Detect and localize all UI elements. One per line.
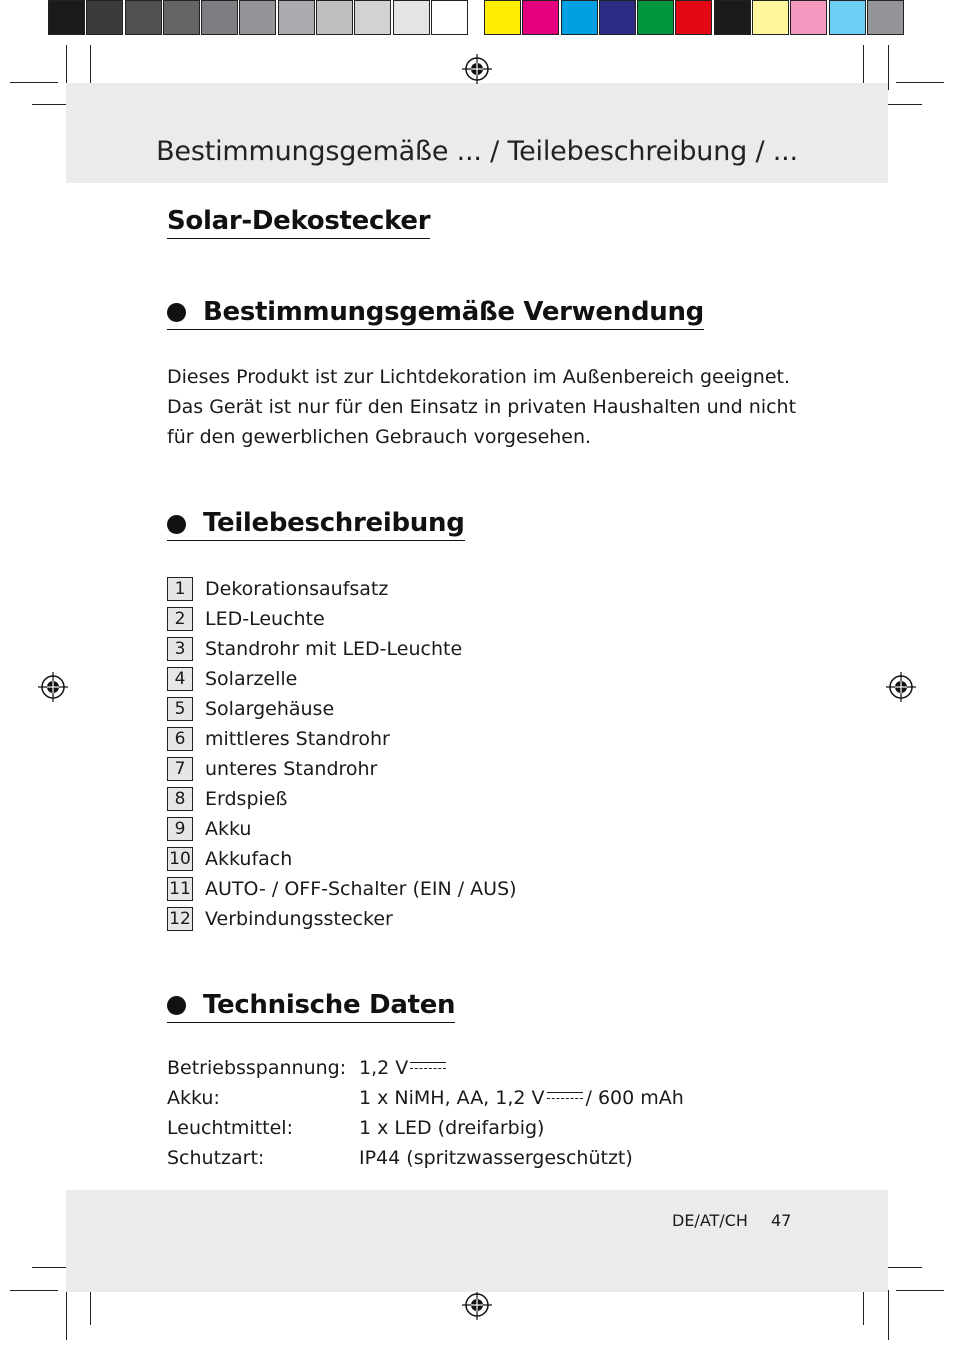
part-item xyxy=(167,874,517,904)
calibration-swatch xyxy=(431,0,468,35)
calibration-swatch xyxy=(201,0,238,35)
product-title: Solar-Dekostecker xyxy=(167,206,430,239)
spec-value-text: 1,2 V xyxy=(359,1057,409,1079)
footer-locale: DE/AT/CH xyxy=(672,1211,748,1230)
direct-current-symbol-icon xyxy=(547,1092,583,1102)
part-item xyxy=(167,784,517,814)
part-number: 6 xyxy=(167,727,193,751)
part-item xyxy=(167,634,517,664)
section-heading-parts: Teilebeschreibung xyxy=(167,508,465,541)
usage-paragraph xyxy=(167,362,796,452)
calibration-swatch xyxy=(790,0,827,35)
calibration-swatch xyxy=(867,0,904,35)
part-number: 4 xyxy=(167,667,193,691)
footer-band xyxy=(66,1190,888,1292)
calibration-swatch xyxy=(354,0,391,35)
spec-value xyxy=(359,1147,633,1169)
parts-list xyxy=(167,574,517,934)
calibration-swatch xyxy=(239,0,276,35)
part-number: 2 xyxy=(167,607,193,631)
part-number: 1 xyxy=(167,577,193,601)
part-number: 5 xyxy=(167,697,193,721)
spec-row xyxy=(167,1083,684,1113)
crop-mark xyxy=(10,82,58,83)
crop-mark xyxy=(882,104,922,105)
part-label: Verbindungsstecker xyxy=(205,908,393,930)
section-heading-specs: Technische Daten xyxy=(167,990,455,1023)
part-number: 9 xyxy=(167,817,193,841)
spec-value-text: IP44 (spritzwassergeschützt) xyxy=(359,1147,633,1169)
calibration-swatch xyxy=(125,0,162,35)
spec-value xyxy=(359,1057,449,1079)
spec-row xyxy=(167,1113,684,1143)
calibration-swatch xyxy=(561,0,598,35)
part-label: Erdspieß xyxy=(205,788,288,810)
part-item xyxy=(167,724,517,754)
part-label: unteres Standrohr xyxy=(205,758,378,780)
spec-key: Leuchtmittel: xyxy=(167,1117,293,1139)
part-item xyxy=(167,694,517,724)
page-number: 47 xyxy=(771,1211,792,1230)
calibration-swatch xyxy=(599,0,636,35)
color-calibration-bar xyxy=(484,0,905,40)
part-number: 10 xyxy=(167,847,193,871)
calibration-swatch xyxy=(316,0,353,35)
calibration-swatch xyxy=(484,0,521,35)
registration-mark-icon xyxy=(885,671,917,703)
part-item xyxy=(167,844,517,874)
spec-value-text: 1 x NiMH, AA, 1,2 V xyxy=(359,1087,545,1109)
spec-row xyxy=(167,1143,684,1173)
calibration-swatch xyxy=(278,0,315,35)
calibration-swatch xyxy=(163,0,200,35)
crop-mark xyxy=(10,1290,58,1291)
gray-calibration-bar xyxy=(48,0,469,40)
page-header-title: Bestimmungsgemäße ... / Teilebeschreibung / ... xyxy=(156,136,798,167)
direct-current-symbol-icon xyxy=(410,1062,446,1072)
part-number: 11 xyxy=(167,877,193,901)
usage-line: Dieses Produkt ist zur Lichtdekoration im Außenbereich geeignet. xyxy=(167,366,790,388)
calibration-swatch xyxy=(86,0,123,35)
part-label: Dekorationsaufsatz xyxy=(205,578,389,600)
registration-mark-icon xyxy=(37,671,69,703)
calibration-swatch xyxy=(522,0,559,35)
part-item xyxy=(167,754,517,784)
crop-mark xyxy=(888,1290,889,1340)
part-label: mittleres Standrohr xyxy=(205,728,390,750)
registration-mark-icon xyxy=(461,1289,493,1321)
spec-value xyxy=(359,1117,544,1139)
calibration-swatch xyxy=(752,0,789,35)
part-label: AUTO- / OFF-Schalter (EIN / AUS) xyxy=(205,878,517,900)
crop-mark xyxy=(66,1290,67,1340)
section-heading-usage: Bestimmungsgemäße Verwendung xyxy=(167,297,704,330)
header-band xyxy=(66,83,888,183)
spec-value xyxy=(359,1087,684,1109)
part-item xyxy=(167,574,517,604)
part-label: Akku xyxy=(205,818,252,840)
spec-value-text: 1 x LED (dreifarbig) xyxy=(359,1117,545,1139)
part-item xyxy=(167,664,517,694)
calibration-swatch xyxy=(714,0,751,35)
part-number: 7 xyxy=(167,757,193,781)
part-label: Solarzelle xyxy=(205,668,298,690)
crop-mark xyxy=(882,1267,922,1268)
registration-mark-icon xyxy=(461,53,493,85)
spec-row xyxy=(167,1053,684,1083)
spec-key: Betriebsspannung: xyxy=(167,1057,347,1079)
calibration-swatch xyxy=(393,0,430,35)
part-item xyxy=(167,904,517,934)
crop-mark xyxy=(888,45,889,90)
spec-key: Schutzart: xyxy=(167,1147,265,1169)
spec-key: Akku: xyxy=(167,1087,220,1109)
part-label: Standrohr mit LED-Leuchte xyxy=(205,638,463,660)
usage-line: für den gewerblichen Gebrauch vorgesehen. xyxy=(167,426,592,448)
part-label: Solargehäuse xyxy=(205,698,335,720)
part-label: Akkufach xyxy=(205,848,293,870)
spec-table xyxy=(167,1053,684,1173)
calibration-swatch xyxy=(637,0,674,35)
spec-value-suffix: / 600 mAh xyxy=(585,1087,684,1109)
part-item xyxy=(167,814,517,844)
part-item xyxy=(167,604,517,634)
part-label: LED-Leuchte xyxy=(205,608,325,630)
part-number: 8 xyxy=(167,787,193,811)
part-number: 12 xyxy=(167,907,193,931)
part-number: 3 xyxy=(167,637,193,661)
usage-line: Das Gerät ist nur für den Einsatz in privaten Haushalten und nicht xyxy=(167,396,797,418)
calibration-swatch xyxy=(48,0,85,35)
calibration-swatch xyxy=(675,0,712,35)
calibration-swatch xyxy=(829,0,866,35)
crop-mark xyxy=(896,1290,944,1291)
crop-mark xyxy=(896,82,944,83)
